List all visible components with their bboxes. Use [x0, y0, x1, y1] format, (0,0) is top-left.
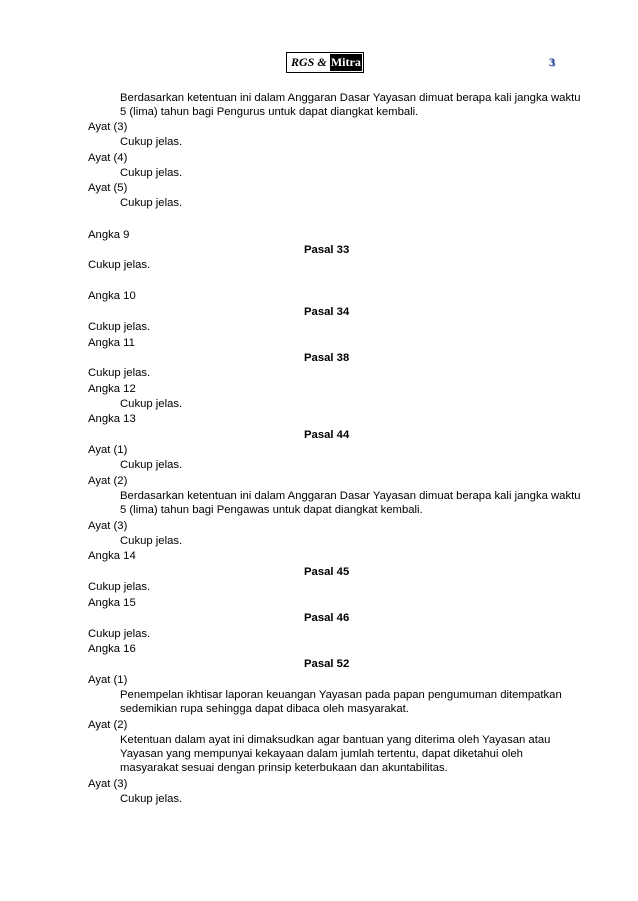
section-heading: Pasal 45: [304, 566, 350, 578]
page-number: 3: [549, 55, 555, 69]
text-line: 5 (lima) tahun bagi Pengawas untuk dapat diangkat kembali.: [120, 504, 423, 516]
text-line: Ayat (4): [88, 152, 128, 164]
logo-text-right: Mitra: [330, 55, 361, 69]
text-line: Ayat (2): [88, 475, 128, 487]
text-line: Cukup jelas.: [88, 259, 151, 271]
text-line: Berdasarkan ketentuan ini dalam Anggaran Dasar Yayasan dimuat berapa kali jangka waktu: [120, 92, 581, 104]
section-heading: Pasal 34: [304, 306, 350, 318]
text-line: Cukup jelas.: [88, 581, 151, 593]
text-line: masyarakat sesuai dengan prinsip keterbukaan dan akuntabilitas.: [120, 762, 448, 774]
text-line: Angka 12: [88, 383, 136, 395]
text-line: Ayat (1): [88, 444, 128, 456]
section-heading: Pasal 38: [304, 352, 350, 364]
text-line: Angka 9: [88, 229, 130, 241]
text-line: sedemikian rupa sehingga dapat dibaca oleh masyarakat.: [120, 703, 409, 715]
text-line: Cukup jelas.: [120, 167, 183, 179]
section-heading: Pasal 46: [304, 612, 350, 624]
text-line: Angka 13: [88, 413, 136, 425]
text-line: Ayat (5): [88, 182, 128, 194]
text-line: Angka 16: [88, 643, 136, 655]
text-line: Ayat (3): [88, 520, 128, 532]
text-line: Ketentuan dalam ayat ini dimaksudkan agar bantuan yang diterima oleh Yayasan atau: [120, 734, 551, 746]
text-line: Ayat (2): [88, 719, 128, 731]
logo-text-left: RGS &: [291, 55, 327, 69]
text-line: Ayat (3): [88, 121, 128, 133]
text-line: Cukup jelas.: [88, 628, 151, 640]
text-line: Yayasan yang mempunyai kekayaan dalam jumlah tertentu, dapat diketahui oleh: [120, 748, 523, 760]
section-heading: Pasal 44: [304, 429, 350, 441]
text-line: Penempelan ikhtisar laporan keuangan Yayasan pada papan pengumuman ditempatkan: [120, 689, 562, 701]
text-line: Cukup jelas.: [120, 459, 183, 471]
text-line: Cukup jelas.: [120, 535, 183, 547]
text-line: Angka 11: [88, 337, 135, 349]
text-line: Cukup jelas.: [120, 398, 183, 410]
text-line: Angka 15: [88, 597, 136, 609]
text-line: Cukup jelas.: [120, 793, 183, 805]
text-line: 5 (lima) tahun bagi Pengurus untuk dapat diangkat kembali.: [120, 106, 419, 118]
text-line: Ayat (1): [88, 674, 128, 686]
section-heading: Pasal 33: [304, 244, 350, 256]
text-line: Berdasarkan ketentuan ini dalam Anggaran Dasar Yayasan dimuat berapa kali jangka waktu: [120, 490, 581, 502]
section-heading: Pasal 52: [304, 658, 350, 670]
text-line: Cukup jelas.: [120, 136, 183, 148]
text-line: Cukup jelas.: [120, 197, 183, 209]
text-line: Angka 14: [88, 550, 136, 562]
text-line: Angka 10: [88, 290, 136, 302]
text-line: Ayat (3): [88, 778, 128, 790]
text-line: Cukup jelas.: [88, 321, 151, 333]
text-line: Cukup jelas.: [88, 367, 151, 379]
